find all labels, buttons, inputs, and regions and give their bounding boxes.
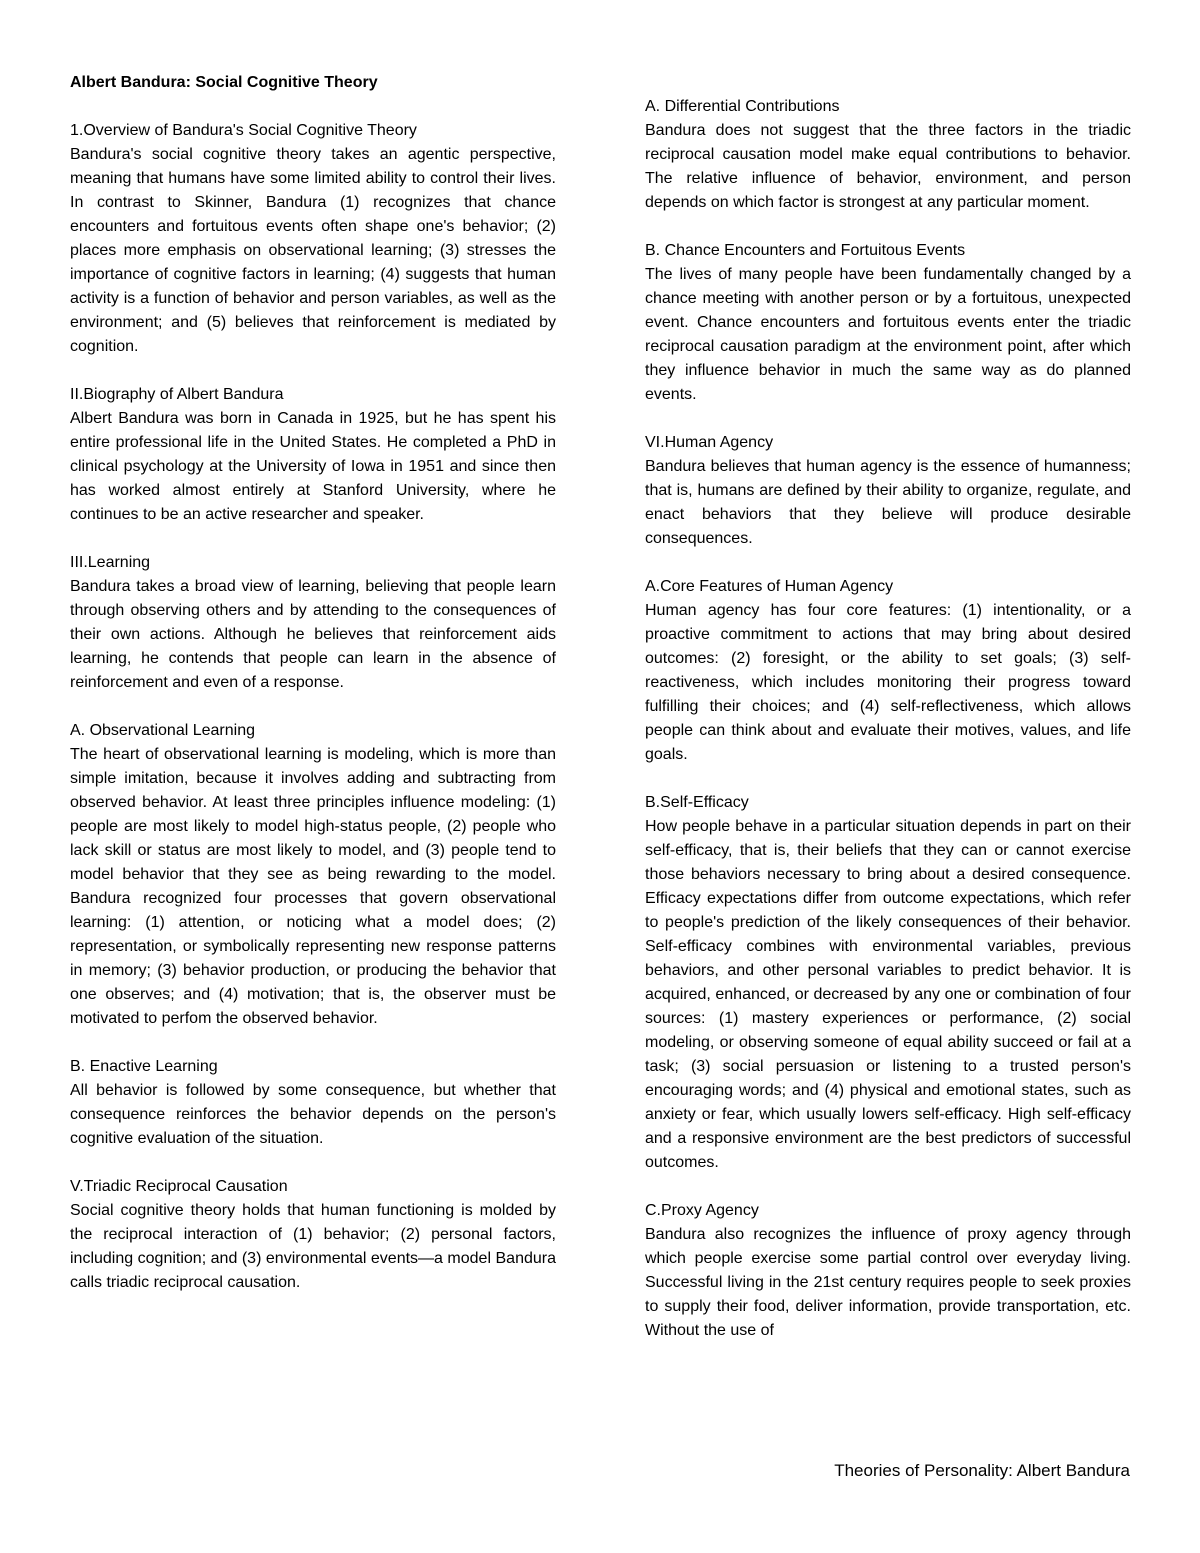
section-text: Albert Bandura was born in Canada in 1925, but he has spent his entire professional life in the United States. He completed a PhD in clinical psychology at the University of Iowa in 1951 and since then has worked almost entirely at Stanford University, where he continues to be an active researcher and speaker. — [70, 410, 556, 523]
section-human-agency — [645, 431, 1131, 551]
section-text: Bandura does not suggest that the three factors in the triadic reciprocal causation model make equal contributions to behavior. The relative influence of behavior, environment, and person depends on which factor is strongest at any particular moment. — [645, 122, 1131, 211]
section-text: Human agency has four core features: (1) intentionality, or a proactive commitment to actions that may bring about desired outcomes: (2) foresight, or the ability to set goals; (3) self-reactiveness, which includes monitoring their progress toward fulfilling their choices; and (4) self-reflectiveness, which allows people can think about and evaluate their motives, values, and life goals. — [645, 602, 1131, 763]
section-heading: B. Chance Encounters and Fortuitous Events — [645, 242, 966, 259]
section-biography — [70, 383, 556, 527]
left-column — [70, 119, 556, 1319]
section-text: Bandura also recognizes the influence of proxy agency through which people exercise some partial control over everyday living. Successful living in the 21st century requires people to seek proxies to supply their food, deliver information, provide transportation, etc. Without the use of — [645, 1226, 1131, 1339]
section-text: Social cognitive theory holds that human functioning is molded by the reciprocal interaction of (1) behavior; (2) personal factors, including cognition; and (3) environmental events—a model Bandura calls triadic reciprocal causation. — [70, 1202, 556, 1291]
section-heading: B.Self-Efficacy — [645, 794, 749, 811]
section-heading: VI.Human Agency — [645, 434, 774, 451]
section-text: The lives of many people have been fundamentally changed by a chance meeting with another person or by a fortuitous, unexpected event. Chance encounters and fortuitous events enter the triadic reciprocal causation paradigm at the environment point, after which they influence behavior in much the same way as do planned events. — [645, 266, 1131, 403]
section-heading: A.Core Features of Human Agency — [645, 578, 894, 595]
right-column — [645, 95, 1131, 1367]
page-title: Albert Bandura: Social Cognitive Theory — [70, 74, 378, 91]
section-core-features — [645, 575, 1131, 767]
section-text: Bandura takes a broad view of learning, believing that people learn through observing others and by attending to the consequences of their own actions. Although he believes that reinforcement aids learning, he contends that people can learn in the absence of reinforcement and even of a response. — [70, 578, 556, 691]
section-text: How people behave in a particular situation depends in part on their self-efficacy, that is, their beliefs that they can or cannot exercise those behaviors necessary to bring about a desired consequence. Efficacy expectations differ from outcome expectations, which refer to people's prediction of the likely consequences of their behavior. Self-efficacy combines with environmental variables, previous behaviors, and other personal variables to predict behavior. It is acquired, enhanced, or decreased by any one or combination of four sources: (1) mastery experiences or performance, (2) social modeling, or observing someone of equal ability succeed or fail at a task; (3) social persuasion or listening to a trusted person's encouraging words; and (4) physical and emotional states, such as anxiety or fear, which usually lowers self-efficacy. High self-efficacy and a responsive environment are the best predictors of successful outcomes. — [645, 818, 1131, 1171]
section-heading: 1.Overview of Bandura's Social Cognitive Theory — [70, 122, 417, 139]
section-triadic-reciprocal-causation — [70, 1175, 556, 1295]
section-enactive-learning — [70, 1055, 556, 1151]
section-observational-learning — [70, 719, 556, 1031]
section-text: Bandura's social cognitive theory takes an agentic perspective, meaning that humans have some limited ability to control their lives. In contrast to Skinner, Bandura (1) recognizes that chance encounters and fortuitous events often shape one's behavior; (2) places more emphasis on observational learning; (3) stresses the importance of cognitive factors in learning; (4) suggests that human activity is a function of behavior and person variables, as well as the environment; and (5) believes that reinforcement is mediated by cognition. — [70, 146, 556, 355]
section-heading: A. Observational Learning — [70, 722, 255, 739]
section-heading: A. Differential Contributions — [645, 98, 840, 115]
section-self-efficacy — [645, 791, 1131, 1175]
section-heading: B. Enactive Learning — [70, 1058, 218, 1075]
section-heading: V.Triadic Reciprocal Causation — [70, 1178, 288, 1195]
section-overview — [70, 119, 556, 359]
section-chance-encounters — [645, 239, 1131, 407]
section-heading: III.Learning — [70, 554, 151, 571]
section-text: Bandura believes that human agency is the essence of humanness; that is, humans are defined by their ability to organize, regulate, and enact behaviors that they believe will produce desirable consequences. — [645, 458, 1131, 547]
section-text: The heart of observational learning is modeling, which is more than simple imitation, because it involves adding and subtracting from observed behavior. At least three principles influence modeling: (1) people are most likely to model high-status people, (2) people who lack skill or status are most likely to model, and (3) people tend to model behavior that they see as being rewarding to the model. Bandura recognized four processes that govern observational learning: (1) attention, or noticing what a model does; (2) representation, or symbolically representing new response patterns in memory; (3) behavior production, or producing the behavior that one observes; and (4) motivation; that is, the observer must be motivated to perfom the observed behavior. — [70, 746, 556, 1027]
section-proxy-agency — [645, 1199, 1131, 1343]
section-heading: C.Proxy Agency — [645, 1202, 759, 1219]
section-differential-contributions — [645, 95, 1131, 215]
section-text: All behavior is followed by some consequence, but whether that consequence reinforces the behavior depends on the person's cognitive evaluation of the situation. — [70, 1082, 556, 1147]
section-heading: II.Biography of Albert Bandura — [70, 386, 284, 403]
section-learning — [70, 551, 556, 695]
page-footer: Theories of Personality: Albert Bandura — [834, 1461, 1130, 1480]
